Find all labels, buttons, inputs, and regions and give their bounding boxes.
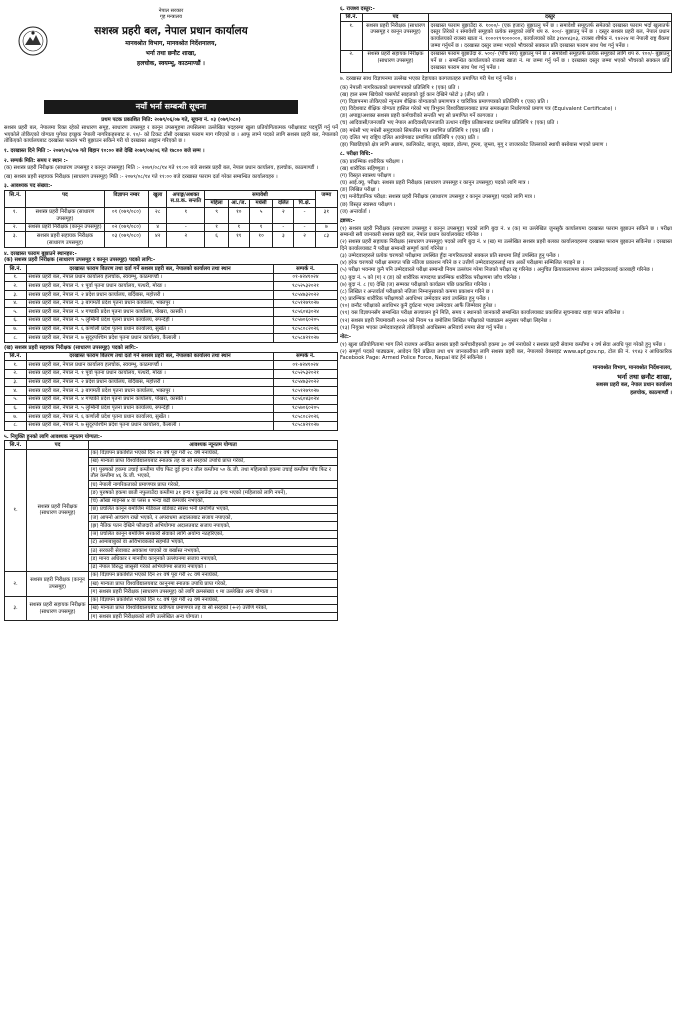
section-8-title: ८. परीक्षा विधि:- [340, 151, 373, 158]
list-item: (ङ) अपाङ्ग/अशक्त सशस्त्र प्रहरी कर्मचारीको सन्तति भए सो प्रमाणित गर्ने कागजात । [340, 113, 497, 120]
office-rows-b [5, 361, 338, 430]
list-item: (६) बुदा नं. ५ को (ग) र (ङ) को शारीरिक मापदण्ड प्रारम्भिक शारीरिक परीक्षणमा जाँच गरिनेछ । [340, 274, 521, 281]
th-total: जम्मा [315, 191, 337, 208]
th-dalit: दलित [273, 199, 294, 208]
th-adv-no: विज्ञापन नम्बर [104, 191, 149, 208]
list-item: (५) परीक्षा भवनमा कुनै पनि उम्मेदवारले परीक्षा सम्बन्धी नियम उल्लंघन गरेमा निजको परीक्षा रद्द गरिनेछ । अनुचित क्रियाकलापमा संलग्न उम्मेदवारलाई कारबाही गरिनेछ । [340, 267, 654, 274]
list-item: (ग) विज्ञापनमा तोकिएको न्यूनतम शैक्षिक योग्यताको प्रमाणपत्र र चारित्रिक प्रमाणपत्रको प्रतिलिपि १ (एक) प्रति । [340, 98, 549, 105]
fee-table: सि.नं. पद दस्तुर १. सशस्त्र प्रहरी निरीक्षक (साधारण उपसमूह र कानून उपसमूह) दरखास्त फाराम बुझाउँदा रु. १०००/- (एक हजार) बुझाउनु पर्ने छ । समावेशी समूहतर्फ समेतको दरखास्त फाराम भर्दा खुलातर्फ दस्तुर तिरेको र समावेशी समूहको प्रत्येक समूहको लागि थप रु. २००/- बुझाउनु पर्ने छ । दस्तुर सशस्त्र प्रहरी बल, नेपाल प्रधान कार्यालयको राजस्व खाता नं. १०००१९९००००००, कार्यालयको कोड ३१४०४३०३, राजस्व शीर्षक नं. १४२२४ मा नेपाली राष्ट्र बैंकमा जम्मा गर्नुपर्ने छ । दरखास्त दस्तुर जम्मा भएको भौचरको सक्कल प्रति दरखास्त फाराम साथ पेश गर्नु पर्नेछ । २. सशस्त्र प्रहरी सहायक निरीक्षक (साधारण उपसमूह) दरखास्त फाराम बुझाउँदा रु. ५००/- (पाँच सय) बुझाउनु पर्ने छ । समावेशी समूहतर्फ प्रत्येक समूहको लागि थप रु. १००/- बुझाउनु पर्ने छ । सम्बन्धित कार्यालयको राजस्व खाता नं. मा जम्मा गर्नु पर्ने छ । दरखास्त दस्तुर जम्मा भएको भौचरको सक्कल प्रति दरखास्त फाराम साथ पेश गर्नु पर्नेछ । [340, 13, 672, 73]
list-item: (झ) पिछडिएको क्षेत्र लागि अछाम, कालिकोट, बाजुरा, बझाङ, डोल्पा, हुम्ला, जुम्ला, मुगु र जाजरकोट जिल्लाको स्थायी बसोबास भएको प्रमाण । [340, 141, 607, 148]
office-rows-a [5, 273, 338, 342]
list-item: (११) यस विज्ञापनसँग सम्बन्धित परीक्षा सञ्चालन हुने मिति, समय र स्थानको जानकारी सम्बन्धित कार्यालयबाट प्रकाशित सूचनाबाट थाहा पाउन सकिनेछ । [340, 310, 624, 317]
list-item: (७) बुदा नं. ८ (घ) देखि (ज) सम्मका परीक्षाको कार्यक्रम पछि प्रकाशित गरिनेछ । [340, 281, 491, 288]
list-item: (ख) हाल सम्म खिचेको पासपोर्ट साइजको दुई कान देखिने फोटो ३ (तीन) प्रति । [340, 91, 489, 98]
list-item: (च) आदिवासी/जनजाति भए नेपाल आदिवासी/जनजाति उत्थान राष्ट्रिय प्रतिष्ठानबाट प्रमाणित प्रतिलिपि १ (एक) प्रति । [340, 120, 558, 127]
nepal-emblem-icon [18, 26, 48, 56]
intro-paragraph: सशस्त्र प्रहरी बल, नेपालमा रिक्त रहेको साधारण समूह, साधारण उपसमूह र कानून उपसमूहमा तपसिलमा उल्लेखित पदहरुमा खुला प्रतियोगितात्मक परीक्षाबाट पदपूर्ति गर्नु पर्ने भएकोले तोकिएको योग्यता पुगेका इच्छुक नेपाली नागरिकहरुबाट रु. १०/- को टिकट टाँसी दरखास्त फाराम माग गरिएको छ । आफू लाग्ने पदको लागि सशस्त्र प्रहरी बल, नेपालको तोकिएको कार्यालयबाट दरखास्त फाराम भरी बुझाउन सकिने गरी यो दरखास्त आह्वान गरिएको छ । [4, 124, 338, 145]
documents-list [340, 85, 672, 149]
gov-label: नेपाल सरकार [158, 8, 184, 14]
list-item: (घ) आई.क्यू. परीक्षा: सशस्त्र प्रहरी निरीक्षक (साधारण उपसमूह र कानून उपसमूह) पदको लागि मात्र । [340, 180, 530, 187]
notice-title: नयाँ भर्ना सम्बन्धी सूचना [44, 100, 298, 114]
office-table-a: सि.नं. दरखास्त फाराम वितरण तथा दर्ता गर्ने सशस्त्र प्रहरी बल, नेपालको कार्यालय तथा स्थान सम्पर्क नं. १. सशस्त्र प्रहरी बल, नेपाल प्रधान कार्यालय हलचोक, स्वयम्भू, काठमाण्डौं । ०१-४२४१०२४ २. सशस्त्र प्रहरी बल, नेपाल नं. १ पूर्वा पृतना प्रधान कार्यालय, पत्थरी, मोरङ । ९८५२५३२०२१ ३. सशस्त्र प्रहरी बल, नेपाल नं. २ प्रदेश प्रधान कार्यालय, बर्दिबास, महोत्तरी । ९८५४७३२०२२ ४. सशस्त्र प्रहरी बल, नेपाल नं. ३ बागमती प्रदेश पृतना प्रधान कार्यालय, भक्तपुर । ९८५१२७९०२७ ५. सशस्त्र प्रहरी बल, नेपाल नं. ४ गण्डकी प्रदेश पृतना प्रधान कार्यालय, पोखरा, कास्की । ९८५६०४३०२४ ६. सशस्त्र प्रहरी बल, नेपाल नं. ५ लुम्बिनी प्रदेश पृतना प्रधान कार्यालय, रुपन्देही । ९८५७०६०२०५ ७. सशस्त्र प्रहरी बल, नेपाल नं. ६ कर्णाली प्रदेश पृतना प्रधान कार्यालय, सुर्खेत । ९८५८०८२०२६ ८. सशस्त्र प्रहरी बल, नेपाल नं. ७ सुदूरपश्चिम प्रदेश पृतना प्रधान कार्यालय, कैलाली । ९८५८४२१०२७ [4, 264, 338, 343]
left-column [4, 6, 338, 1020]
table-row: २. सशस्त्र प्रहरी निरीक्षक (कानून उपसमूह) (क) विज्ञापन प्रकाशित भएको दिन २१ वर्ष पूरा गरी २८ वर्ष ननाघेको, [5, 571, 338, 579]
table-row: (ञ) प्रचलित कानून बमोजिम सरकारी सेवाको लागि अयोग्य नठहरिएको, [5, 530, 338, 538]
th-women: महिला [205, 199, 228, 208]
notes-title: द्रष्टव्य:- [340, 218, 355, 225]
table-row: १. सशस्त्र प्रहरी निरीक्षक (साधारण उपसमूह र कानून उपसमूह) दरखास्त फाराम बुझाउँदा रु. १०००/- (एक हजार) बुझाउनु पर्ने छ । समावेशी समूहतर्फ समेतको दरखास्त फाराम भर्दा खुलातर्फ दस्तुर तिरेको र समावेशी समूहको प्रत्येक समूहको लागि थप रु. २००/- बुझाउनु पर्ने छ । दस्तुर सशस्त्र प्रहरी बल, नेपाल प्रधान कार्यालयको राजस्व खाता नं. १०००१९९००००००, कार्यालयको कोड ३१४०४३०३, राजस्व शीर्षक नं. १४२२४ मा नेपाली राष्ट्र बैंकमा जम्मा गर्नुपर्ने छ । दरखास्त दस्तुर जम्मा भएको भौचरको सक्कल प्रति दरखास्त फाराम साथ पेश गर्नु पर्नेछ । [341, 22, 672, 51]
notes-list [340, 226, 672, 332]
table-row: ३. सशस्त्र प्रहरी सहायक निरीक्षक (साधारण उपसमूह) ०३ (०७९/०८०) ४२ २ ६ ११ १० ३ २ ८३ [5, 232, 338, 247]
section-4a-title: (क) सशस्त्र प्रहरी निरीक्षक (साधारण उपसमूह र कानून उपसमूह) पदको लागि:- [4, 257, 156, 264]
list-item: (३) उम्मेदवारहरुले प्रत्येक चरणको परीक्षामा उपस्थित हुँदा नागरिकताको सक्कल प्रति साथमा लिई उपस्थित हुनु पर्नेछ । [340, 253, 560, 260]
section-2-b: (ख) सशस्त्र प्रहरी सहायक निरीक्षक (साधारण उपसमूह) मिति :- २०७९/०८/१४ गते ११:०० बजे दरखास्त फाराम दर्ता गरेका सम्बन्धित कार्यालयहरु । [4, 173, 278, 180]
table-row: १. सशस्त्र प्रहरी बल, नेपाल प्रधान कार्यालय हलचोक, स्वयम्भू, काठमाण्डौं । ०१-४२४१०२४ [5, 361, 338, 370]
table-row: १. सशस्त्र प्रहरी बल, नेपाल प्रधान कार्यालय हलचोक, स्वयम्भू, काठमाण्डौं । ०१-४२४१०२४ [5, 273, 338, 282]
table-row: (ठ) सरकारी सेवाबाट अवकाश पाएको वा बर्खास्त नभएको, [5, 547, 338, 555]
list-item: (१३) नियुक्त भएका उम्मेदवारहरुले तोकिएको अवधिसम्म अनिवार्य रुपमा सेवा गर्नु पर्नेछ । [340, 324, 507, 331]
section-6-title: ६. राजश्व दस्तुर:- [340, 6, 375, 12]
list-item: (ख) शारीरिक सहिष्णुता । [340, 165, 389, 172]
th-madhesi: मधेसी [249, 199, 272, 208]
th-sn: सि.नं. [5, 191, 26, 208]
list-item: (क) नेपाली नागरिकताको प्रमाणपत्रको प्रतिलिपि १ (एक) प्रति । [340, 84, 459, 91]
table-row: ३. सशस्त्र प्रहरी बल, नेपाल नं. २ प्रदेश प्रधान कार्यालय, बर्दिबास, महोत्तरी । ९८५४७३२०२२ [5, 291, 338, 300]
post-count-table [4, 190, 338, 248]
branch-label: भर्ना तथा छनौट शाखा, [145, 49, 197, 57]
table-row: (झ) नैतिक पतन देखिने फौजदारी अभियोगमा अदालतबाट सजाय नपाएको, [5, 522, 338, 530]
table-row: १. सशस्त्र प्रहरी निरीक्षक (साधारण उपसमूह) ०१ (०७९/०८०) २८ १ ९ १० ५ २ - ३१ [5, 208, 338, 223]
list-item: (ङ) लिखित परीक्षा । [340, 187, 380, 194]
table-row: ३. सशस्त्र प्रहरी सहायक निरीक्षक (साधारण उपसमूह) (क) विज्ञापन प्रकाशित भएको दिन १८ वर्ष पूरा गरी २३ वर्ष ननाघेको, [5, 596, 338, 604]
list-item: (२) सम्पूर्ण पदको पाठ्यक्रम, आवेदन दिने प्रक्रिया तथा थप जानकारीका लागि सशस्त्र प्रहरी बल, नेपालको वेबसाइट www.apf.gov.np, टोल फ्री नं. ११४३ र आधिकारिक Facebook Page: Armed Police Force, Nepal बाट हेर्न सकिनेछ । [340, 348, 672, 362]
list-item: (१) सशस्त्र प्रहरी निरीक्षक (साधारण उपसमूह र कानून उपसमूह) पदको लागि बुदा नं. ४ (क) मा उल्लेखित जुनसुकै कार्यालयमा दरखास्त फाराम बुझाउन सकिने छ । परीक्षा सम्बन्धी सबै जानकारी सशस्त्र प्रहरी बल, नेपाल प्रधान कार्यालयबाट गरिनेछ । [340, 225, 672, 239]
table-row: (ख) मान्यता प्राप्त विश्वविद्यालयबाट प्रवीणता प्रमाणपत्र तह वा सो सरहको (+२) उत्तीर्ण गरेको, [5, 604, 338, 612]
table-row: ४. सशस्त्र प्रहरी बल, नेपाल नं. ३ बागमती प्रदेश पृतना प्रधान कार्यालय, भक्तपुर । ९८५१२७९०२७ [5, 299, 338, 308]
list-item: (ग) विस्तृत स्वास्थ्य परीक्षण । [340, 172, 395, 179]
table-row: (ट) आमाबाबुको वा अविभावकको सहमति भएको, [5, 538, 338, 546]
section-4-title: ४. दरखास्त फाराम बुझाउने स्थानहरु:- [4, 250, 77, 257]
table-row: ७. सशस्त्र प्रहरी बल, नेपाल नं. ६ कर्णाली प्रदेश पृतना प्रधान कार्यालय, सुर्खेत । ९८५८०८२०२६ [5, 413, 338, 422]
table-row: (छ) प्रचलित कानून बमोजिम मेडिकल बोर्डबाट स्वस्थ भनी प्रमाणित भएको, [5, 505, 338, 513]
table-row: (ज) आफ्नो आचरण राम्रो भएको, र अपराधमा अदालतबाट सजाय नपाएको, [5, 514, 338, 522]
th-janajati: आ./ज. [228, 199, 249, 208]
table-row: (ख) मान्यता प्राप्त विश्वविद्यालयबाट स्नातक तह वा सो सरहको उपाधि प्राप्त गरेको, [5, 458, 338, 466]
table-row: ८. सशस्त्र प्रहरी बल, नेपाल नं. ७ सुदूरपश्चिम प्रदेश पृतना प्रधान कार्यालय, कैलाली । ९८५८४२१०२७ [5, 334, 338, 343]
table-row: २. सशस्त्र प्रहरी निरीक्षक (कानून उपसमूह) ०२ (०७९/०८०) ४ - १ १ १ - - ७ [5, 223, 338, 232]
org-title: सशस्त्र प्रहरी बल, नेपाल प्रधान कार्यालय [94, 24, 248, 37]
section-2-title: २. सम्पर्क मिति: समय र स्थान :- [4, 157, 68, 164]
ministry-label: गृह मन्त्रालय [159, 14, 183, 21]
th-open: खुला [149, 191, 167, 208]
list-item: (ज) दलित भए राष्ट्रिय दलित आयोगबाट प्रमाणित प्रतिलिपि १ (एक) प्रति । [340, 134, 479, 141]
qualification-table: सि.नं. पद आवश्यक न्यूनतम योग्यता १. सशस्त्र प्रहरी निरीक्षक (साधारण उपसमूह) (क) विज्ञापन प्रकाशित भएको दिन २१ वर्ष पूरा गरी २८ वर्ष ननाघेको, (ख) मान्यता प्राप्त विश्वविद्यालयबाट स्नातक तह वा सो सरहको उपाधि प्राप्त गरेको, (ग) पुरुषको हकमा उचाई कम्तीमा पाँच फिट दुई इन्च र तौल कम्तीमा ५० के.जी. तथा महिलाको हकमा उचाई कम्तीमा पाँच फिट र तौल कम्तीमा ४६ के.जी. भएको, (घ) नेपाली नागरिकताको प्रमाणपत्र प्राप्त गरेको, (ङ) पुरुषको हकमा छाती नफुलाउँदा कम्तीमा ३१ इन्च र फुलाउँदा ३३ इन्च भएको (महिलाको लागि नपर्ने), (च) आँखा माइनस ४ वा प्लस ४ भन्दा बढी कमजोर नभएको, (छ) प्रचलित कानून बमोजिम मेडिकल बोर्डबाट स्वस्थ भनी प्रमाणित भएको, (ज) आफ्नो आचरण राम्रो भएको, र अपराधमा अदालतबाट सजाय नपाएको, (झ) नैतिक पतन देखिने फौजदारी अभियोगमा अदालतबाट सजाय नपाएको, (ञ) प्रचलित कानून बमोजिम सरकारी सेवाको लागि अयोग्य नठहरिएको, (ट) आमाबाबुको वा अविभावकको सहमति भएको, (ठ) सरकारी सेवाबाट अवकाश पाएको वा बर्खास्त नभएको, (ड) मानव अधिकार र मानवीय कानूनको उल्लंघनमा सजाय नपाएको, (ढ) नेपाल विरुद्ध जासुसी गरेको अभियोगमा सजाय नपाएको । २. सशस्त्र प्रहरी निरीक्षक (कानून उपसमूह) (क) विज्ञापन प्रकाशित भएको दिन २१ वर्ष पूरा गरी २८ वर्ष ननाघेको, (ख) मान्यता प्राप्त विश्वविद्यालयबाट कानूनमा स्नातक उपाधि प्राप्त गरेको, (ग) सशस्त्र प्रहरी निरीक्षक (साधारण उपसमूह) को लागि क्रमसंख्या १ मा उल्लेखित अन्य योग्यता । ३. सशस्त्र प्रहरी सहायक निरीक्षक (साधारण उपसमूह) (क) विज्ञापन प्रकाशित भएको दिन १८ वर्ष पूरा गरी २३ वर्ष ननाघेको, (ख) मान्यता प्राप्त विश्वविद्यालयबाट प्रवीणता प्रमाणपत्र तह वा सो सरहको (+२) उत्तीर्ण गरेको, (ग) सशस्त्र प्रहरी निरीक्षकको लागि उल्लेखित अन्य योग्यता । [4, 440, 338, 621]
list-item: (ज) अन्तर्वार्ता । [340, 208, 371, 215]
list-item: (४) हरेक चरणको परीक्षा समाप्त पछि नतिजा प्रकाशन गरिने छ र उत्तीर्ण उम्मेदवारहरुलाई मात्र अर्को परीक्षामा सम्मिलित गराइने छ । [340, 260, 585, 267]
section-7-intro: ७. दरखास्त साथ विज्ञापनमा उल्लेख भएका देहायका कागजातहरु प्रमाणित गरी पेश गर्नु पर्नेछ । [340, 75, 517, 82]
notice-header [4, 6, 338, 98]
list-item: (छ) मधेसी भए मधेसी समुदायको सिफारिस पत्र प्रमाणित प्रतिलिपि १ (एक) प्रति । [340, 127, 493, 134]
table-row: (च) आँखा माइनस ४ वा प्लस ४ भन्दा बढी कमजोर नभएको, [5, 497, 338, 505]
dept-label: मानवश्रोत विभाग, मानवश्रोत निर्देशनालय, [125, 40, 217, 48]
table-row: २. सशस्त्र प्रहरी सहायक निरीक्षक (साधारण उपसमूह) दरखास्त फाराम बुझाउँदा रु. ५००/- (पाँच सय) बुझाउनु पर्ने छ । समावेशी समूहतर्फ प्रत्येक समूहको लागि थप रु. १००/- बुझाउनु पर्ने छ । सम्बन्धित कार्यालयको राजस्व खाता नं. मा जम्मा गर्नु पर्ने छ । दरखास्त दस्तुर जम्मा भएको भौचरको सक्कल प्रति दरखास्त फाराम साथ पेश गर्नु पर्नेछ । [341, 50, 672, 72]
list-item: (च) मनोवैज्ञानिक परीक्षा: सशस्त्र प्रहरी निरीक्षक (साधारण उपसमूह र कानून उपसमूह) पदको लागि मात्र । [340, 194, 536, 201]
table-row: ८. सशस्त्र प्रहरी बल, नेपाल नं. ७ सुदूरपश्चिम प्रदेश पृतना प्रधान कार्यालय, कैलाली । ९८५८४२१०२७ [5, 421, 338, 430]
table-row: (ङ) पुरुषको हकमा छाती नफुलाउँदा कम्तीमा ३१ इन्च र फुलाउँदा ३३ इन्च भएको (महिलाको लागि नपर्ने), [5, 489, 338, 497]
table-row: (ग) पुरुषको हकमा उचाई कम्तीमा पाँच फिट दुई इन्च र तौल कम्तीमा ५० के.जी. तथा महिलाको हकमा उचाई कम्तीमा पाँच फिट र तौल कम्तीमा ४६ के.जी. भएको, [5, 466, 338, 481]
note2-title: नोट:- [340, 334, 352, 341]
list-item: (१) खुला प्रतियोगितामा भाग लिने राजपत्र अनंकित सशस्त्र प्रहरी कर्मचारीहरुको हकमा ३० वर्ष ननाघेको र सशस्त्र प्रहरी सेवामा कम्तीमा २ वर्ष सेवा अवधि पूरा गरेको हुनु पर्नेछ । [340, 341, 666, 348]
qualification-rows [5, 449, 338, 621]
table-row: २. सशस्त्र प्रहरी बल, नेपाल नं. १ पूर्वा पृतना प्रधान कार्यालय, पत्थरी, मोरङ । ९८५२५३२०२१ [5, 369, 338, 378]
section-2-a: (क) सशस्त्र प्रहरी निरीक्षक (साधारण उपसमूह र कानून उपसमूह) मिति :- २०७९/०८/१४ गते ११:०० बजे सशस्त्र प्रहरी बल, नेपाल प्रधान कार्यालय, हलचोक, काठमाण्डौं । [4, 165, 318, 172]
list-item: (८) लिखित र अन्तर्वार्ता परीक्षाको नतिजा निम्नानुसारको कममा प्रकाशन गरिने छ । [340, 288, 494, 295]
table-row: (ड) मानव अधिकार र मानवीय कानूनको उल्लंघनमा सजाय नपाएको, [5, 555, 338, 563]
note2-list [340, 342, 672, 362]
office-table-b: सि.नं. दरखास्त फाराम वितरण तथा दर्ता गर्ने सशस्त्र प्रहरी बल, नेपालको कार्यालय तथा स्थान सम्पर्क नं. १. सशस्त्र प्रहरी बल, नेपाल प्रधान कार्यालय हलचोक, स्वयम्भू, काठमाण्डौं । ०१-४२४१०२४ २. सशस्त्र प्रहरी बल, नेपाल नं. १ पूर्वा पृतना प्रधान कार्यालय, पत्थरी, मोरङ । ९८५२५३२०२१ ३. सशस्त्र प्रहरी बल, नेपाल नं. २ प्रदेश प्रधान कार्यालय, बर्दिबास, महोत्तरी । ९८५४७३२०२२ ४. सशस्त्र प्रहरी बल, नेपाल नं. ३ बागमती प्रदेश पृतना प्रधान कार्यालय, भक्तपुर । ९८५१२७९०२७ ५. सशस्त्र प्रहरी बल, नेपाल नं. ४ गण्डकी प्रदेश पृतना प्रधान कार्यालय, पोखरा, कास्की । ९८५६०४३०२४ ६. सशस्त्र प्रहरी बल, नेपाल नं. ५ लुम्बिनी प्रदेश पृतना प्रधान कार्यालय, रुपन्देही । ९८५७०६०२०५ ७. सशस्त्र प्रहरी बल, नेपाल नं. ६ कर्णाली प्रदेश पृतना प्रधान कार्यालय, सुर्खेत । ९८५८०८२०२६ ८. सशस्त्र प्रहरी बल, नेपाल नं. ७ सुदूरपश्चिम प्रदेश पृतना प्रधान कार्यालय, कैलाली । ९८५८४२१०२७ [4, 352, 338, 431]
signature-block: मानवश्रोत विभाग, मानवश्रोत निर्देशनालय, भर्ना तथा छनौट शाखा, सशस्त्र प्रहरी बल, नेपाल प्रधान कार्यालय हलचोक, काठमाण्डौं । [592, 365, 672, 396]
table-row: (ख) मान्यता प्राप्त विश्वविद्यालयबाट कानूनमा स्नातक उपाधि प्राप्त गरेको, [5, 580, 338, 588]
list-item: (घ) विदेशबाट शैक्षिक योग्यता हासिल गरेको भए त्रिभुवन विश्वविद्यालयबाट प्राप्त समकक्षता निर्धारणको प्रमाण पत्र (Equivalent Certificate) । [340, 106, 617, 113]
list-item: (९) प्रारम्भिक शारीरिक परीक्षणको अवधिभर उम्मेदवार स्वयं उपस्थित हुनु पर्नेछ । [340, 296, 490, 303]
exam-method-list [340, 159, 672, 216]
table-row: (ग) सशस्त्र प्रहरी निरीक्षक (साधारण उपसमूह) को लागि क्रमसंख्या १ मा उल्लेखित अन्य योग्यता । [5, 588, 338, 596]
th-disabled: अपाङ्ग/अशक्त स.प्र.क. सन्तति [167, 191, 205, 208]
table-row: ६. सशस्त्र प्रहरी बल, नेपाल नं. ५ लुम्बिनी प्रदेश पृतना प्रधान कार्यालय, रुपन्देही । ९८५७०६०२०५ [5, 316, 338, 325]
section-3-title: ३. आवश्यक पद संख्या:- [4, 183, 53, 190]
publish-date: प्रथम पटक प्रकाशित मिति: २०७९/०६/०७ गते, सूचना नं. ०३ (०७९/०८०) [101, 117, 241, 124]
table-row: (घ) नेपाली नागरिकताको प्रमाणपत्र प्राप्त गरेको, [5, 481, 338, 489]
table-row: ६. सशस्त्र प्रहरी बल, नेपाल नं. ५ लुम्बिनी प्रदेश पृतना प्रधान कार्यालय, रुपन्देही । ९८५७०६०२०५ [5, 404, 338, 413]
th-backward: पि.क्षे. [294, 199, 315, 208]
section-5-title: ५. नियुक्ति हुनको लागि आवश्यक न्यूनतम योग्यता:- [4, 433, 103, 440]
list-item: (२) सशस्त्र प्रहरी सहायक निरीक्षक (साधारण उपसमूह) पदको लागि बुदा नं. ४ (ख) मा उल्लेखित सशस्त्र प्रहरी बलका कार्यालयहरुमा दरखास्त फाराम बुझाउन सकिनेछ । दरखास्त दिने कार्यालयबाट नै परीक्षा सम्बन्धी सम्पूर्ण कार्य गरिनेछ । [340, 239, 672, 252]
list-item: (क) प्रारम्भिक शारीरिक परीक्षण । [340, 158, 404, 165]
list-item: (छ) विस्तृत स्वास्थ्य परीक्षण । [340, 201, 396, 208]
table-row: (ढ) नेपाल विरुद्ध जासुसी गरेको अभियोगमा सजाय नपाएको । [5, 563, 338, 571]
table-row: ५. सशस्त्र प्रहरी बल, नेपाल नं. ४ गण्डकी प्रदेश पृतना प्रधान कार्यालय, पोखरा, कास्की । ९८५६०४३०२४ [5, 395, 338, 404]
list-item: (१२) सशस्त्र प्रहरी नियमावली २०७२ को नियम ९४ बमोजिम लिखित परीक्षाको पाठ्यक्रम अनुसार परीक्षा लिइनेछ । [340, 317, 551, 324]
table-row: २. सशस्त्र प्रहरी बल, नेपाल नं. १ पूर्वा पृतना प्रधान कार्यालय, पत्थरी, मोरङ । ९८५२५३२०२१ [5, 282, 338, 291]
table-row: ४. सशस्त्र प्रहरी बल, नेपाल नं. ३ बागमती प्रदेश पृतना प्रधान कार्यालय, भक्तपुर । ९८५१२७९०२७ [5, 387, 338, 396]
th-inclusive: समावेशी [205, 191, 315, 200]
list-item: (१०) छनौट परीक्षाको अवधिभर कुनै दुर्घटना भएमा उम्मेदवार आफैं जिम्मेवार हुनेछ । [340, 303, 496, 310]
table-row: ७. सशस्त्र प्रहरी बल, नेपाल नं. ६ कर्णाली प्रदेश पृतना प्रधान कार्यालय, सुर्खेत । ९८५८०८२०२६ [5, 325, 338, 334]
th-post: पद [26, 191, 104, 208]
table-row: १. सशस्त्र प्रहरी निरीक्षक (साधारण उपसमूह) (क) विज्ञापन प्रकाशित भएको दिन २१ वर्ष पूरा गरी २८ वर्ष ननाघेको, [5, 449, 338, 457]
section-1-title: १. दरखास्त दिने मिति :- २०७९/०६/०७ गते बिहान १०:०० बजे देखि २०७९/०७/०६ गते १७:०० बजे सम्म । [4, 147, 205, 154]
table-row: ५. सशस्त्र प्रहरी बल, नेपाल नं. ४ गण्डकी प्रदेश पृतना प्रधान कार्यालय, पोखरा, कास्की । ९८५६०४३०२४ [5, 308, 338, 317]
table-row: (ग) सशस्त्र प्रहरी निरीक्षकको लागि उल्लेखित अन्य योग्यता । [5, 613, 338, 621]
right-column [340, 6, 672, 1020]
address-label: हलचोक, स्वयम्भू, काठमाण्डौं । [137, 59, 205, 67]
table-row: ३. सशस्त्र प्रहरी बल, नेपाल नं. २ प्रदेश प्रधान कार्यालय, बर्दिबास, महोत्तरी । ९८५४७३२०२२ [5, 378, 338, 387]
section-4b-title: (ख) सशस्त्र प्रहरी सहायक निरीक्षक (साधारण उपसमूह) पदको लागि:- [4, 344, 139, 351]
